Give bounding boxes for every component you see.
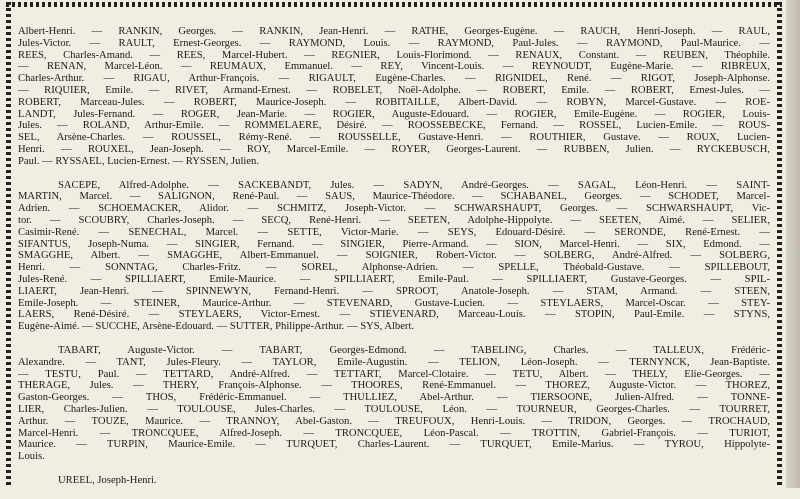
text-line: Eugène-Aimé. — SUCCHE, Arsène-Edouard. — SUTTER, Philippe-Arthur. — SYS, Albert. (18, 321, 415, 333)
text-line: TABART, Auguste-Victor. — TABART, Georges-Edmond. — TABELING, Charles. — TALLEUX, Frédéric- (58, 344, 770, 356)
text-line: — TESTU, Paul. — TETTARD, André-Alfred. — TETTART, Marcel-Clotaire. — TETU, Albert. — THELY, Elie-Georges. — (18, 368, 770, 380)
dotted-border-right (777, 2, 782, 488)
text-line: SEL, Arsène-Charles. — ROUSSEL, Rémy-René. — ROUSSELLE, Gustave-Henri. — ROUTHIER, Gustave. — ROUX, Lucien- (18, 132, 770, 144)
text-line: LANDT, Jules-Fernand. — ROGER, Jean-Marie. — ROGIER, Auguste-Edouard. — ROGIER, Emile-Eugène. — ROGIER, Louis- (18, 108, 770, 120)
text-line: THÉRAGE, Jules. — THERY, François-Alphonse. — THOORES, René-Emmanuel. — THOREZ, Auguste-Victor. — THOREZ, (18, 380, 770, 392)
text-line: ROBERT, Marceau-Jules. — ROBERT, Maurice-Joseph. — ROBITAILLE, Albert-David. — ROBYN, Marcel-Gustave. — ROE- (18, 96, 770, 108)
text-line: Alexandre. — TANT, Jules-Fleury. — TAYLOR, Emile-Augustin. — TELION, Léon-Joseph. — TERNYNCK, Jean-Baptiste. (18, 356, 770, 368)
text-line: Henri. — SONNTAG, Charles-Fritz. — SOREL, Alphonse-Adrien. — SPELLE, Théobald-Gustave. — SPILLEBOUT, (18, 262, 770, 274)
paragraph-s (18, 180, 770, 333)
text-line: Albert-Henri. — RANKIN, Georges. — RANKIN, Jean-Henri. — RATHÉ, Georges-Eugène. — RAUCH, Henri-Joseph. — RAUL, (18, 26, 770, 37)
text-line: Gaston-Georges. — THOS, Frédéric-Emmanuel. — THULLIEZ, Abel-Arthur. — TIERSOONE, Julien-Alfred. — TONNE- (18, 392, 770, 404)
text-line: LIER, Charles-Julien. — TOULOUSE, Jules-Charles. — TOULOUSE, Léon. — TOURNEUR, Georges-Charles. — TOURRET, (18, 403, 770, 415)
text-line: REES, Charles-Amand. — REES, Marcel-Hubert. — REGNIER, Louis-Florimond. — RENAUX, Constant. — REUBEN, Théophile. (18, 49, 770, 61)
text-line: Henri. — ROUXEL, Jean-Joseph. — ROY, Marcel-Emile. — ROYER, Georges-Laurent. — RUBBEN, Julien. — RYCKEBUSCH, (18, 143, 770, 155)
text-line: — RENAN, Marcel-Léon. — REUMAUX, Emmanuel. — REY, Vincent-Louis. — REYNOUDT, Eugène-Marie. — RIBREUX, (18, 61, 770, 73)
text-line: LIAERT, Jean-Henri. — SPINNEWYN, Fernand-Henri. — SPROOT, Anatole-Joseph. — STAM, Armand. — STEEN, (18, 285, 770, 297)
text-line: Louis. (18, 451, 45, 463)
dotted-border-left (6, 2, 11, 488)
book-gutter (786, 0, 800, 488)
text-line: SIFANTUS, Joseph-Numa. — SINGIER, Fernand. — SINGIER, Pierre-Armand. — SION, Marcel-Henri. — SIX, Edmond. — (18, 238, 770, 250)
text-line: MARTIN, Marcel. — SALIGNON, René-Paul. — SAUS, Maurice-Théodore. — SCHABANEL, Georges. — SCHODET, Marcel- (18, 191, 770, 203)
text-line: Adrien. — SCHOEMACKER, Alidor. — SCHMITZ, Joseph-Victor. — SCHWARSHAUPT, Georges. — SCHWARSHAUPT, Vic- (18, 203, 770, 215)
text-line: SMAGGHE, Albert. — SMAGGHE, Albert-Emmanuel. — SOIGNIER, Robert-Victor. — SOLBERG, André-Alfred. — SOLBERG, (18, 250, 770, 262)
text-line: UREEL, Joseph-Henri. (58, 474, 157, 486)
text-line: Jules-René. — SPILLIAERT, Emile-Maurice. — SPILLIAERT, Emile-Paul. — SPILLIAERT, Gustave-Georges. — SPIL- (18, 273, 770, 285)
paragraph-r (18, 26, 770, 168)
text-line: Jules-Victor. — RAULT, Ernest-Georges. — RAYMOND, Louis. — RAYMOND, Paul-Jules. — RAYMOND, Paul-Maurice. — (18, 37, 770, 49)
text-line: tor. — SCOUBRY, Charles-Joseph. — SECQ, René-Henri. — SEETEN, Adolphe-Hippolyte. — SEETEN, Aimé. — SELIER, (18, 214, 770, 226)
text-line: Casimir-René. — SÉNÉCHAL, Marcel. — SETTE, Victor-Marie. — SEYS, Edouard-Désiré. — SERONDE, René-Ernest. — (18, 226, 770, 238)
text-line: Emile-Joseph. — STEINER, Maurice-Arthur. — STEVENARD, Gustave-Lucien. — STEYLAERS, Marcel-Oscar. — STEY- (18, 297, 770, 309)
paragraph-t (18, 345, 770, 463)
text-line: Jules. — ROLAND, Arthur-Emile. — ROMMELAERE, Désiré. — ROOSSEBECKE, Fernand. — ROSSEL, Lucien-Emile. — ROUS- (18, 120, 770, 132)
text-line: LAERS, René-Désiré. — STEYLAERS, Victor-Ernest. — STIÉVENARD, Marceau-Louis. — STOPIN, Paul-Emile. — STYNS, (18, 309, 770, 321)
text-line: Paul. — RYSSAEL, Lucien-Ernest. — RYSSEN, Julien. (18, 155, 260, 167)
text-line: SACÉPÉ, Alfred-Adolphe. — SACKEBANDT, Jules. — SADYN, André-Georges. — SAGAL, Léon-Henri. — SAINT- (58, 179, 770, 191)
text-line: Charles-Arthur. — RIGAU, Arthur-François. — RIGAULT, Eugène-Charles. — RIGNIDEL, René. — RIGOT, Joseph-Alphonse. (18, 73, 770, 85)
text-line: Marcel-Henri. — TRONCQUÉE, Alfred-Joseph. — TRONCQUÉE, Léon-Pascal. — TROTTIN, Gabriel-François. — TURIOT, (18, 427, 770, 439)
text-line: Arthur. — TOUZE, Maurice. — TRANNOY, Abel-Gaston. — TREUFOUX, Henri-Louis. — TRIDON, Georges. — TROCHAUD, (18, 415, 770, 427)
name-list (18, 26, 770, 499)
text-line: — RIQUIER, Emile. — RIVET, Armand-Ernest. — ROBELET, Noël-Adolphe. — ROBERT, Emile. — ROBERT, Ernest-Jules. — (18, 84, 770, 96)
text-line: Maurice. — TURPIN, Maurice-Emile. — TURQUET, Charles-Laurent. — TURQUET, Emile-Marius. — TYROU, Hippolyte- (18, 439, 770, 451)
paragraph-u (18, 475, 770, 487)
dotted-border-top (6, 2, 782, 7)
